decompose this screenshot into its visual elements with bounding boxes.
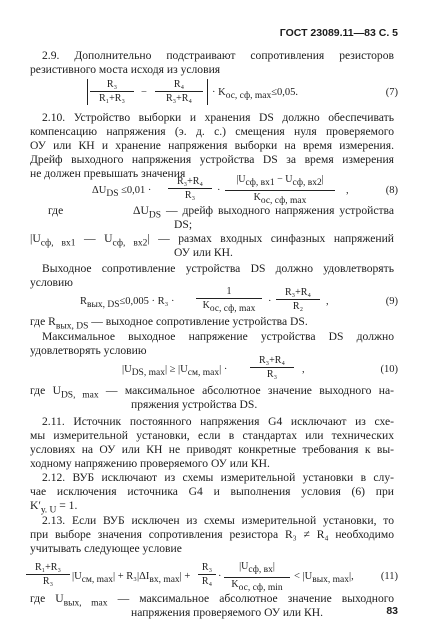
para-2-13-line-3: учитывать следующее условие (30, 542, 182, 555)
para-2-11-line-4: ходному напряжению проверяемого ОУ или КН. (30, 457, 270, 470)
where-8-item-b: $|U_{сф, вх1}$ — $U_{сф, вх2}|$ — размах входных синфазных напряжений (30, 232, 394, 249)
where-10-cont: пряжения устройства DS. (131, 398, 258, 411)
formula-9-lhs: $R_{вых, DS}\le 0,005 \cdot R_3$ · (80, 296, 175, 311)
para-2-10-line-1: 2.10. Устройство выборки и хранения DS должно обеспечивать (42, 111, 394, 124)
formula-8-number: (8) (385, 185, 398, 196)
formula-11-frac-3: $|U_{сф, вх}|$ $K_{ос, сф, min}$ (224, 561, 290, 594)
where-11: где $U_{вых, max}$ — максимальное абсолютное значение выходного (30, 592, 394, 609)
para-2-10-line-2: компенсацию напряжения (э. д. с.) смещения нуля проверяемого (30, 125, 394, 138)
where-10: где $U_{DS, max}$ — максимальное абсолютное значение выходного на- (30, 384, 395, 401)
para-umax-line-1: Максимальное выходное напряжение устройства DS должно (42, 330, 394, 343)
formula-11-frac-1: $\frac{\text{R₁+R₃}}{\text{R₃}}$ (26, 562, 70, 587)
formula-9-number: (9) (385, 296, 398, 307)
para-2-10-line-3: ОУ или КН и хранение напряжения выборки на время измерения. (30, 139, 394, 152)
where-8-item-a: $\Delta U_{DS}$ — дрейф выходного напряжения устройства (133, 204, 394, 221)
where-9: где $R_{вых, DS}$ — выходное сопротивление устройства DS. (30, 315, 308, 332)
para-2-13-line-1: 2.13. Если ВУБ исключен из схемы измерительной установки, то (42, 514, 394, 527)
formula-7-number: (7) (385, 87, 398, 98)
formula-8-lhs: $\Delta U_{DS} \le 0,01$ · (92, 185, 152, 200)
para-rout-line-1: Выходное сопротивление устройства DS должно удовлетворять (42, 262, 394, 275)
where-11-cont: напряжения проверяемого ОУ или КН. (131, 606, 324, 619)
formula-11-frac-2: $\frac{\text{R₃}}{\text{R₄}}$ (198, 562, 216, 587)
formula-10-number: (10) (380, 364, 398, 375)
formula-7-rest: · $K_{ос, сф, max}\le 0,05$. (212, 87, 299, 102)
para-2-10-line-4: Дрейф выходного напряжения устройства DS за время измерения (30, 153, 394, 166)
para-2-9-line-1: 2.9. Дополнительно подстраивают сопротивления резисторов (42, 49, 394, 62)
para-2-12-line-1: 2.12. ВУБ исключают из схемы измерительной установки в слу- (42, 471, 394, 484)
where-8-item-b-cont: ОУ или КН. (174, 246, 233, 259)
para-rout-line-2: условию (30, 276, 73, 289)
para-umax-line-2: удовлетворять условию (30, 344, 147, 357)
formula-11-rhs: < $|U_{вых, max}|$, (294, 571, 354, 586)
formula-8-frac-2: $|U_{сф, вх1} - U_{сф, вх2}|$ $K_{ос, сф, max}$ (225, 174, 335, 207)
where-8-gde: где (48, 204, 64, 217)
para-2-11-line-3: условиях на ОУ или КН не приводят конкретные требования к вы- (30, 443, 394, 456)
formula-7-frac-1: $\frac{\text{R₃}}{\text{R₁+R₃}}$ (90, 79, 134, 104)
page-number: 83 (386, 605, 398, 617)
para-2-11-line-2: мы измерительной установки, если в стандартах или технических (30, 429, 394, 442)
formula-11-mid: $|U_{см, max}| + R_3|\Delta I_{вх, max}|$ + (72, 571, 191, 586)
para-2-10-line-5: не должен превышать значения (30, 167, 186, 180)
formula-10-frac: $\frac{\text{R₃+R₄}}{\text{R₃}}$ (250, 355, 294, 380)
para-2-12-line-3: $K'_{у. U} = 1$. (30, 499, 78, 516)
formula-7-frac-2: $\frac{\text{R₄}}{\text{R₃+R₄}}$ (155, 79, 203, 104)
para-2-12-line-2: чае исключения источника G4 и выполнения условия (6) при (30, 485, 394, 498)
para-2-11-line-1: 2.11. Источник постоянного напряжения G4 исключают из схе- (42, 415, 394, 428)
formula-10-lhs: $|U_{DS, max}| \ge |U_{см, max}|$ · (122, 364, 228, 379)
para-2-9-line-2: резистивного моста исходя из условия (30, 63, 221, 76)
formula-8-frac-1: $\frac{\text{R₃+R₄}}{\text{R₃}}$ (168, 176, 212, 201)
formula-9-frac-2: $\frac{\text{R₃+R₄}}{\text{R₂}}$ (276, 287, 320, 312)
formula-11-number: (11) (380, 571, 398, 582)
formula-9-frac-1: 1 $K_{ос, сф, max}$ (196, 286, 262, 315)
where-8-item-a-cont: DS; (174, 218, 193, 231)
document-header: ГОСТ 23089.11—83 С. 5 (279, 27, 398, 39)
para-2-13-line-2: при выборе значения сопротивления резистора R₃ ≠ R₄ необходимо (30, 528, 394, 541)
